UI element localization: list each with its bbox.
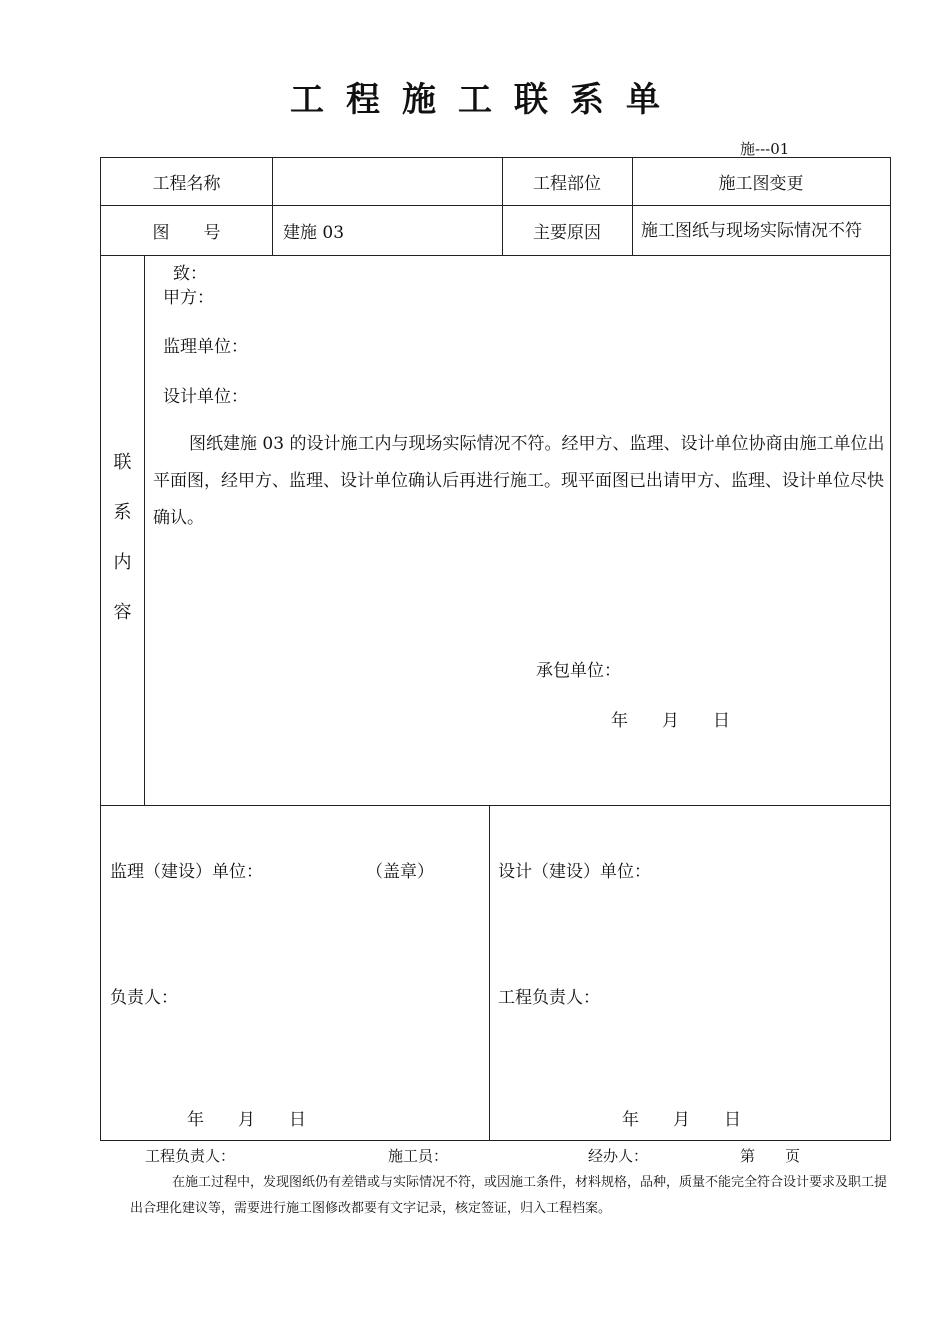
label-project-part: 工程部位: [533, 174, 601, 194]
supervisor-label: 监理单位：: [163, 337, 248, 357]
side-label-contact-content: [101, 438, 144, 638]
side-char: 内: [113, 552, 132, 573]
to-label: 致：: [173, 264, 207, 284]
value-project-name[interactable]: [281, 158, 501, 205]
stamp-label: （盖章）: [366, 862, 434, 882]
contact-date: 年 月 日: [611, 711, 730, 731]
row-divider-2: [101, 255, 890, 256]
value-project-part[interactable]: 施工图变更: [718, 174, 804, 194]
supervisor-unit-label: 监理（建设）单位：: [110, 862, 263, 882]
document-title: 工程施工联系单: [290, 80, 682, 120]
value-drawing-no[interactable]: 建施 03: [283, 223, 345, 243]
responsible-person-label: 负责人：: [110, 988, 178, 1008]
side-col-divider: [144, 255, 145, 805]
signoff-left-date: 年 月 日: [187, 1110, 306, 1130]
footer-constructor: 施工员：: [388, 1147, 449, 1165]
value-main-reason[interactable]: 施工图纸与现场实际情况不符: [641, 220, 862, 241]
party-a-label: 甲方：: [163, 288, 214, 308]
designer-label: 设计单位：: [163, 387, 248, 407]
footer-note: 在施工过程中，发现图纸仍有差错或与实际情况不符，或因施工条件，材料规格，品种，质量不能完全符合设计要求及职工提出合理化建议等，需要进行施工图修改都要有文字记录，核定签证，归入工程档案。: [130, 1175, 888, 1216]
label-main-reason: 主要原因: [533, 223, 601, 243]
contact-body-text: 图纸建施 03 的设计施工内与现场实际情况不符。经甲方、监理、设计单位协商由施工单位出平面图，经甲方、监理、设计单位确认后再进行施工。现平面图已出请甲方、监理、设计单位尽快确认。: [153, 434, 885, 528]
signoff-divider: [489, 805, 490, 1140]
label-project-name: 工程名称: [152, 174, 221, 194]
design-unit-label: 设计（建设）单位：: [498, 862, 651, 882]
footer-handler: 经办人：: [588, 1147, 649, 1165]
side-char: 联: [113, 452, 132, 473]
row-divider-3: [101, 805, 890, 806]
document-code: 施---01: [740, 140, 790, 158]
side-char: 容: [113, 602, 132, 623]
contractor-label: 承包单位：: [536, 661, 621, 681]
label-drawing-no: 图 号: [152, 223, 221, 243]
col-divider-1: [272, 158, 273, 255]
side-char: 系: [113, 502, 132, 523]
signoff-right-date: 年 月 日: [622, 1110, 741, 1130]
form-table: [100, 157, 891, 1141]
footer-page: 第 页: [740, 1147, 801, 1165]
footer-project-lead: 工程负责人：: [145, 1147, 236, 1165]
project-responsible-label: 工程负责人：: [498, 988, 600, 1008]
